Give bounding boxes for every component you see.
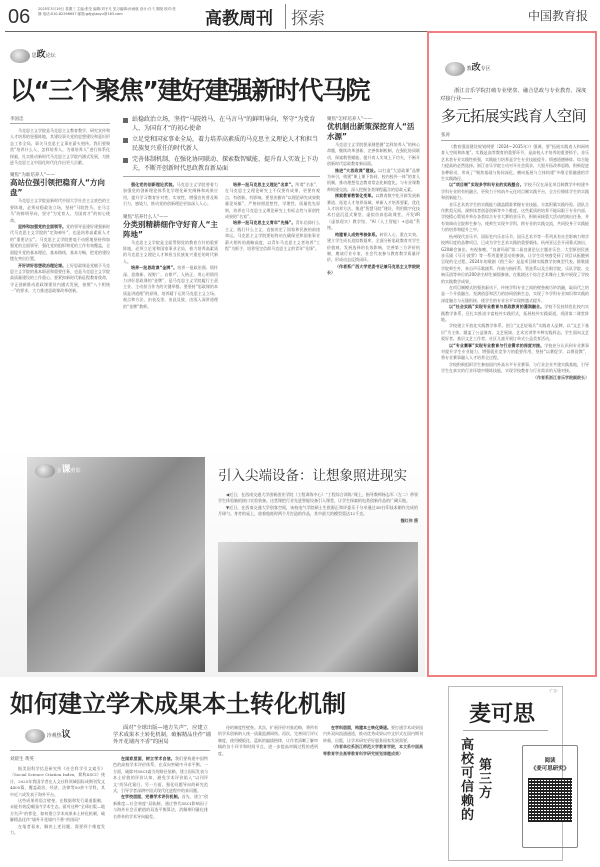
byline: 刘晨生 黄英 — [10, 757, 34, 762]
body-paragraph: 以“专业赛事”实现专业教育与行业需求的深度对接。学校充分认识到专业赛事对提升学生专业能力、增强就业竞争力的重要作用，坚持“以赛促学、以赛促教”，将专业赛事融入人才培养全过程。 — [441, 342, 589, 361]
author-note: （作者系广西大学党委书记兼马克思主义学院院长） — [327, 263, 420, 276]
kicker: 浙江音乐学院打破专业壁垒、融合思政与专业教育、深度对接行业—— — [440, 88, 587, 102]
author-note: （作者系浙江音乐学院副院长） — [533, 374, 589, 380]
body-paragraph: 在学校层面，完善学术评价机制。首先，建立“创新维度—社会效度”双轨制，通过替代SSCI影响因子与海外社会贡献值的双选平衡算法，消解期刊量化排名带来的学术导向偏差。 — [113, 794, 208, 819]
byline: 张涛 — [441, 133, 450, 138]
subsection-title: 探索 — [285, 4, 325, 29]
body-paragraph: 坚持和加强党的全面领导。党的领导是建好建强新时代马克思主义学院的“定海神针”，也是培养高素质人才的“重要法宝”。马克思主义学院要毫不动摇地坚持和加强党的全面领导，强化党的组织和党的工作有效覆盖，全面提升党的基本理论、基本路线、基本方略，把党的建设摆在突出位置。 — [10, 224, 110, 262]
body-paragraph: 在笔者看来，解决上述问题，需要四个维度发力。 — [10, 823, 105, 836]
body-paragraph: 学校积极组织学生参加国内外高水平专业赛事，与行业企业共建实践基地，引导学生在真实的行业环境中锤炼技能，实现学校教育与行业需求的无缝对接。 — [441, 361, 589, 374]
body-paragraph: 推进“大思政课”建设。以打造“大思政课”品牌为牵引，构建“课上课下协同、校内校外一体”的育人机制，推动理想信念教育常态化制度化。与专业课教师构建交流、深入挖掘各类课程蕴含的思政元素。 — [327, 167, 420, 192]
body-paragraph: 在学科层面，构建本土转化渠道。要打通学术成果国内外双向流通通道，推动优秀成果以中文形式在国内期刊转载、出版，让学术研究更好服务国家发展需要。 — [323, 725, 423, 743]
lead-paragraph: 马克思主义学院是马克思主义教育教学、研究宣传和人才培养的坚强阵地，其建设事关党的思想建设和意识形态工作全局、事关马克思主义事业薪火相传。我们要聚焦“培养什么人、怎样培养人、为谁培养人”进行体系化探索，扎实推动新时代马克思主义学院内涵式发展，为推进马克思主义中国化时代化作出更大贡献。 — [10, 128, 110, 166]
key-point: 站稳政治立场，坚持“马院姓马，在马言马”的鲜明导向，坚守“为党育人、为国育才”的初心使命 — [123, 116, 320, 133]
qr-panel: 阅读 《麦可思研究》 — [522, 745, 578, 848]
headline: 以“三个聚焦”建好建强新时代马院 — [10, 76, 369, 105]
section-title: 高教周刊 — [205, 9, 273, 29]
body-paragraph: 音乐艺术类学生的实践能力涵盖精准掌握专业技能、丰富积累实践经验、团队合作默契无间、洞察读者创意创新等多个维度。这些素质的培养不能局限于专业内部，学校精心策划并举办各类综合专业大赛的音乐节，积极承接重大活动的演出任务，并有效调动全院师生参与，使师生实现多学科、跨专业的实践交流，共同投身于实践能力的培养和提升之中。 — [441, 201, 589, 233]
body-paragraph: 《教育强国建设规划纲要（2024—2035年）》强调，要“拓展实践育人和网络育人空间和阵地”。实践是高等教育的重要环节，是高校人才培养的重要抓手。音乐艺术类专业实践性极强，实践能力培养是学生专业技能提升、情感道德修炼、综合能力提高的必然选择。浙江音乐学院主动对开社会需求，大胆开拓改革思路，积极促进各种联动，形成了“聚焦基础与协同深化、横向拓展与立体构建”多维全景融通的学生实践路径。 — [441, 144, 589, 182]
body-paragraph: 杭州现代音乐节、国际室内乐音乐节、国乐艺术节等一系列具有社会影响力和学校辨识度的品牌项目，已成为学生艺术实践的重要载体。杭州亚运会开闭幕式演出、G20峰会演出、央视春晚、“良渚玛瑙”第二届良渚论坛主题音乐会，大型原创民族音乐剧《马可·波罗》等一系列重要活动的参演，让学生切身感受到了项目从酝酿到呈现的全过程。2024年的歌剧《图兰朵》是是项目制实践教学的典型代表，除歌剧学院师生外，来自声乐歌剧系、作曲与指挥系、管弦系以及合唱学院、乐队学院、交响乐团等单位的200余名师生倾情参演，在歌剧这个综合艺术舞台上集中展现了学校的实践教学成果。 — [441, 233, 589, 284]
photo-caption: ▼近日，在西南交通大学创客空间，该校电气学院硕士生欧源正和评委乐于分享通过3D打印技术制作完成的月球勺。身旁的桌上，放着他耗时两个月打造的作品，其中最大的模型重达12千克。 — [218, 504, 418, 517]
body-paragraph: 在项目制模式的强劲驱动下，传统学科专业之间的壁垒被巧妙消融，取而代之的是一个开放融合、充满创意和活力的协同创新生态，实现了多学科专业知识和实践的深度融合与无缝衔接，使学生的专业水平实现跨越式提升。 — [441, 284, 589, 303]
globe-icon — [25, 729, 45, 743]
photographer-credit: 魏红伟 摄 — [400, 517, 418, 523]
page-number: 06 — [8, 6, 31, 28]
key-point: 完善体制机制，在强化协同联动、探索数智赋能、提升育人实效上下功夫，不断开创新时代思政教育新局面 — [123, 156, 320, 173]
qr-code-icon[interactable] — [528, 778, 572, 822]
body-paragraph: 以“项目制”实现多学科专业的实践整合。学校不仅在深化项目制教学中构建多学科专业的有机融合，更致力于构筑多元化项目制实践平台，全方位锤炼学生的实践和创新能力。 — [441, 182, 589, 201]
section-kicker: 聚焦“培养什么人”—— — [123, 214, 169, 220]
sidebar-headline: 多元拓展实践育人空间 — [441, 107, 587, 125]
section-heading: 分类别精耕细作守好育人“主阵地” — [123, 219, 218, 239]
body-paragraph: 以“社会实践”实现专业教育与思政教育的漫润融合。学校不仅持续优化校内实践教学体系，还扎实推进丰富校外实践形式，拓展校外实践渠道，巩固第二课堂阵地。 — [441, 304, 589, 322]
column-label: 思政论坛 — [10, 47, 56, 63]
body-paragraph: 这些成果用语言壁垒，在数据和发行渠道限制，未能有效反哺国内学术生态。面对这种“全球出版—地方失声”的悖论，如何建立学术成果本土转化机制，破解精品佳作“墙外开花墙内不香”的困局？ — [10, 798, 105, 823]
body-paragraph: 在国家层面，树立学术自信。我们要构建中国特色的高校学术评价体系，在双向突破中寻求平衡。一方面，破除对SSCI索引的路径依赖，建立国际发表与本土价值的评价认知，避免学术评价陷入“以刊评文”的异化窠臼。另一方面，强化问题导向的研究范式，引导学者深耕中国式现代化进程中的真问题。 — [113, 756, 208, 794]
globe-icon — [445, 62, 465, 76]
section-kicker: 聚焦“怎样培养人”—— — [327, 117, 373, 122]
body-paragraph: 待的制度性壁垒。其次，扩展评价对象范畴，将所有的学术创新纳入统一质量监测网络。再次，完善同行评议制度，使用模板化、蓝纸的偏插格律，让作者清晰了解审稿的各个环节和时间节点，进一步提高审稿过程的透明度。 — [218, 725, 318, 756]
photo-brain-computer-class — [27, 457, 205, 672]
author-note: （作者单位系浙江师范大学教育学院，本文系中国高等教育学会高等教育科学研究规划课题成果） — [323, 744, 423, 756]
body-paragraph: 马克思主义学院要深刻把握“怎样培养人”的核心命题，继续改革创新、完善体制机制，在强化协同联动、探索数智赋能、提升育人实效上下功夫，不断开创新时代思政教育新局面。 — [327, 142, 420, 167]
globe-icon — [10, 49, 30, 63]
key-point: 立足党和国家事业全局，着力培养高素质的马克思主义理论人才和担当民族复兴重任的时代新人 — [123, 136, 320, 153]
body-paragraph: 据美国科学信息研究所《社会科学引文索引》（Social Science Citation Index，简称SSCI）统计，2025年我国学者在人文社科领域国际成期刊发文4405篇，覆盖政治、经济、法律等50余个学科，其中近六成发表于海外平台。 — [10, 766, 105, 797]
photo-3d-printing — [218, 542, 418, 672]
deck: 面对“全球出版—地方失声”，应建立学术成果本土转化机制，破解精品佳作“墙外开花墙内不香”的困局 — [113, 725, 212, 745]
ad-slogan: 高校可信赖的 — [461, 738, 475, 823]
photo-feature-title: 引入尖端设备：让想象照进现实 — [218, 468, 407, 484]
body-paragraph: 马克思主义学院是新时代中国大学社会主义底色的主要阵地，必须站稳政治立场，坚持“马院姓马、在马言马”的鲜明导向，坚守“为党育人、为国育才”的初心使命。 — [10, 198, 110, 223]
photo-caption: ◀近日，在西南交通大学创新创业学院（工程训练中心）“工程综合训练”课上，指导教师杨志军（左二）带领学生体验脑机接口实验装备。这堂课把行业先进智能设备引入课堂，让学生探索机电类创新作品的广阔天地。 — [218, 492, 418, 504]
section-kicker: 聚焦“为谁培养人”—— — [10, 173, 56, 179]
section-heading: 高站位强引领把稳育人“方向盘” — [10, 178, 105, 198]
body-paragraph: 探索教育数智化变革。以教育数字化开辟发展新赛道、拓宽人才培养场域、革新人才培养要素、优化人才培养方法。推进“智慧马院”建设，利用数字化技术打造沉浸式课堂、虚拟仿真思政课堂，开发VR（虚拟现实）教学馆、“AI（人工智能）+思政”系统。 — [327, 193, 420, 231]
headline: 如何建立学术成果本土转化机制 — [10, 690, 346, 718]
body-paragraph: 构建育人成效考核体系。转识入心，重在实效。建立学生成长追踪数据库，全面分析思政教育对学生价值观、发展选择的长效影响，完善第三方评价机制，邀请行业专家、社会代表参与教育教学质量评价，形成动态反馈闭环。 — [327, 231, 421, 263]
body-paragraph: 培养一批马克思主义青年“先锋”。青年信仰什么主义，践行什么主义，直接决定了国家和民族的前途命运。马克思主义学院要始终站在确保党和国家事业薪火相传的战略高度，以青年马克思主义者培养“工程”为抓手，培养坚定信仰马克思主义的青年“先锋”。 — [225, 220, 321, 252]
body-paragraph: 培养一批思政课“金牌”。培养一批政治强、情怀深、思维新、视野广、自律严、人格正，用心用情用力讲好思政课的“金牌”，是马克思主义学院履行主责主业、主动担当作为的关键举措。要坚持“思政课的本质是讲道理”的原则，培养精于运用马克思主义立场、观点和方法，由表及里、由此及彼、由浅入深讲道理的“金牌”教师。 — [123, 265, 218, 309]
masthead-meta: 2025年3月19日 星期三 主编:张莹 编辑:刘予凡 见习编辑:孙雨航 设计:白弋 图版 校对:张静 电话:010-82296657 邮箱:gdjyjiaoyu@163.com — [38, 7, 176, 16]
body-paragraph: 培养一批马克思主义理论“名家”。所谓“名家”，在马克思主义理论研究上不仅要有成果，更要有观点、有创新、有影响。要坚决摒弃“以理论研究成果数量论英雄”，严格按照思想性、学理性、质量优先原则，培养在马克思主义理论研究上有标志性与原创性成果的“名家”。 — [225, 182, 320, 220]
column-label: 冷观热议 — [25, 727, 71, 743]
byline: 李国忠 — [10, 117, 24, 122]
ad-slogan: 第三方 — [479, 758, 493, 801]
globe-icon — [35, 464, 55, 478]
section-heading: 优机制出新策深挖育人“活水源” — [327, 122, 415, 141]
column-label: 金课剪影 — [35, 462, 81, 478]
column-label: 教改专区 — [445, 60, 491, 76]
advertisement — [448, 686, 570, 861]
body-paragraph: 开好讲好思想政治理论课。上好思政课是党赋予马克思主义学院的基本职责和重要任务，也是马克思主义学院高质量建设的工作重心。要紧扣新时代新征程教育使命，守正创新推动思政课建设内涵式发展，按照“八个相统一”的要求，大力推进思政课改革创新。 — [10, 262, 110, 294]
body-paragraph: 马克思主义学院是全面贯彻党的教育方针的重要阵地，必须立足党和国家事业全局，着力培养高素质的马克思主义理论人才和担当民族复兴重任的时代新人。 — [123, 239, 218, 264]
body-paragraph: 强化党的创新理论武装。马克思主义学院要着力加强党的创新理论体系化学理化研究阐释和成果应用，提升学习教育针对性、实效性，增强宣传普及吸引力、感染力，推动党的创新理论更加深入人心。 — [123, 182, 219, 207]
body-paragraph: 学校建立开放化实践教学体系，创立“文艺轻骑兵”实践育人品牌，以“文艺下基层”为主体，涵盖了公益演育、文艺展演、艺术宣讲等多种实践样态。学生面向文艺爱好者、基层文艺工作者、社区儿童开展订单式公益美育活动。 — [441, 323, 589, 342]
newspaper-logo: 中国教育报 — [527, 9, 588, 23]
ad-tag: ·广告· — [548, 689, 558, 693]
ad-brand: 麦可思 — [469, 702, 536, 727]
